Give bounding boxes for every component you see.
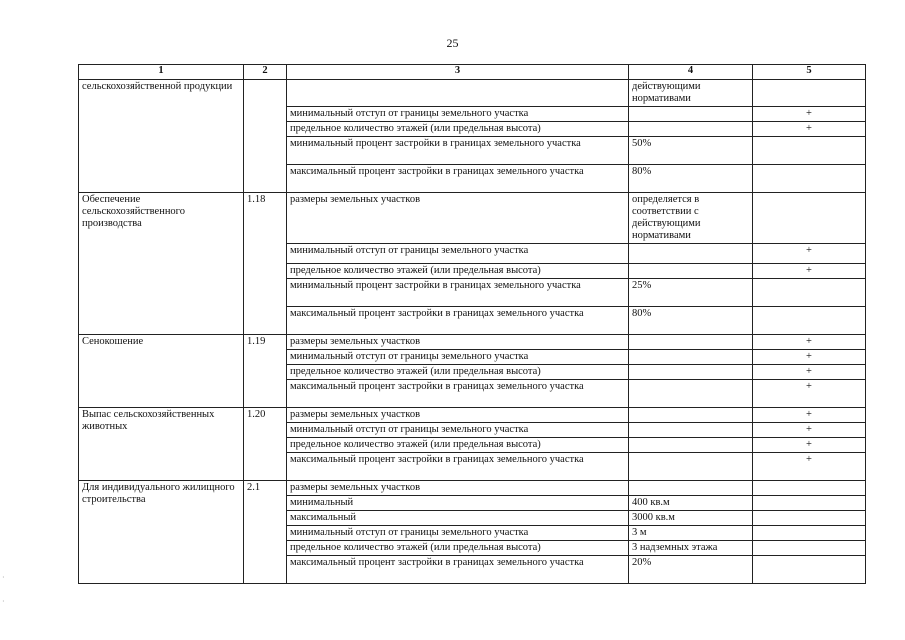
parameter-cell: минимальный процент застройки в границах земельного участка — [287, 279, 629, 307]
flag-cell — [753, 193, 866, 244]
parameter-cell: минимальный отступ от границы земельного участка — [287, 244, 629, 264]
column-header-5: 5 — [753, 65, 866, 80]
value-cell — [629, 453, 753, 481]
flag-cell: + — [753, 423, 866, 438]
parameter-cell: минимальный — [287, 496, 629, 511]
parameter-cell: минимальный отступ от границы земельного участка — [287, 107, 629, 122]
use-type-code: 1.19 — [244, 335, 287, 408]
value-cell: действующими нормативами — [629, 80, 753, 107]
page-number: 25 — [446, 36, 459, 50]
value-cell: 3000 кв.м — [629, 511, 753, 526]
value-cell: 80% — [629, 165, 753, 193]
table-row — [79, 193, 866, 244]
flag-cell: + — [753, 438, 866, 453]
value-cell: 80% — [629, 307, 753, 335]
column-header-4: 4 — [629, 65, 753, 80]
table-row — [79, 408, 866, 423]
value-cell: 25% — [629, 279, 753, 307]
table-row — [79, 335, 866, 350]
value-cell: 20% — [629, 556, 753, 584]
column-header-3: 3 — [287, 65, 629, 80]
use-type-code — [244, 80, 287, 193]
flag-cell: + — [753, 408, 866, 423]
parameter-cell: минимальный процент застройки в границах земельного участка — [287, 137, 629, 165]
value-cell — [629, 365, 753, 380]
flag-cell: + — [753, 453, 866, 481]
table-row — [79, 481, 866, 496]
parameter-cell: размеры земельных участков — [287, 193, 629, 244]
use-type-code: 2.1 — [244, 481, 287, 584]
flag-cell: + — [753, 350, 866, 365]
value-cell: 400 кв.м — [629, 496, 753, 511]
column-header-1: 1 — [79, 65, 244, 80]
value-cell — [629, 380, 753, 408]
use-type-name: Выпас сельскохозяйственных животных — [79, 408, 244, 481]
table-body — [79, 80, 866, 584]
value-cell: 3 надземных этажа — [629, 541, 753, 556]
flag-cell: + — [753, 107, 866, 122]
table-row — [79, 80, 866, 107]
column-header-2: 2 — [244, 65, 287, 80]
value-cell — [629, 423, 753, 438]
flag-cell — [753, 279, 866, 307]
parameter-cell: предельное количество этажей (или предельная высота) — [287, 541, 629, 556]
flag-cell: + — [753, 365, 866, 380]
parameter-cell — [287, 80, 629, 107]
parameter-cell: предельное количество этажей (или предельная высота) — [287, 264, 629, 279]
value-cell: 3 м — [629, 526, 753, 541]
use-type-code: 1.20 — [244, 408, 287, 481]
parameter-cell: максимальный процент застройки в границах земельного участка — [287, 453, 629, 481]
scan-speck: · — [2, 573, 5, 582]
value-cell — [629, 107, 753, 122]
flag-cell: + — [753, 380, 866, 408]
parameter-cell: минимальный отступ от границы земельного участка — [287, 423, 629, 438]
flag-cell: + — [753, 264, 866, 279]
value-cell — [629, 408, 753, 423]
use-type-name: Обеспечение сельскохозяйственного производства — [79, 193, 244, 335]
flag-cell — [753, 307, 866, 335]
flag-cell: + — [753, 122, 866, 137]
parameter-cell: минимальный отступ от границы земельного участка — [287, 350, 629, 365]
use-type-name: сельскохозяйственной продукции — [79, 80, 244, 193]
value-cell — [629, 350, 753, 365]
parameter-cell: предельное количество этажей (или предельная высота) — [287, 438, 629, 453]
value-cell — [629, 335, 753, 350]
flag-cell — [753, 541, 866, 556]
value-cell — [629, 438, 753, 453]
flag-cell — [753, 481, 866, 496]
parameter-cell: максимальный процент застройки в границах земельного участка — [287, 556, 629, 584]
parameter-cell: предельное количество этажей (или предельная высота) — [287, 122, 629, 137]
parameter-cell: максимальный процент застройки в границах земельного участка — [287, 165, 629, 193]
parameter-cell: максимальный процент застройки в границах земельного участка — [287, 307, 629, 335]
flag-cell — [753, 556, 866, 584]
header-row — [79, 65, 866, 80]
parameter-cell: максимальный процент застройки в границах земельного участка — [287, 380, 629, 408]
flag-cell — [753, 496, 866, 511]
scan-speck: · — [2, 597, 5, 606]
use-type-name: Сенокошение — [79, 335, 244, 408]
use-type-code: 1.18 — [244, 193, 287, 335]
parameter-cell: минимальный отступ от границы земельного участка — [287, 526, 629, 541]
flag-cell — [753, 165, 866, 193]
use-type-name: Для индивидуального жилищного строительства — [79, 481, 244, 584]
parameter-cell: размеры земельных участков — [287, 481, 629, 496]
parameter-cell: размеры земельных участков — [287, 408, 629, 423]
parameter-cell: предельное количество этажей (или предельная высота) — [287, 365, 629, 380]
parameter-cell: максимальный — [287, 511, 629, 526]
value-cell — [629, 244, 753, 264]
value-cell: определяется в соответствии с действующими нормативами — [629, 193, 753, 244]
value-cell: 50% — [629, 137, 753, 165]
parameter-cell: размеры земельных участков — [287, 335, 629, 350]
value-cell — [629, 481, 753, 496]
flag-cell: + — [753, 244, 866, 264]
flag-cell — [753, 137, 866, 165]
flag-cell — [753, 526, 866, 541]
flag-cell: + — [753, 335, 866, 350]
value-cell — [629, 122, 753, 137]
flag-cell — [753, 80, 866, 107]
value-cell — [629, 264, 753, 279]
regulations-table — [78, 64, 866, 584]
flag-cell — [753, 511, 866, 526]
